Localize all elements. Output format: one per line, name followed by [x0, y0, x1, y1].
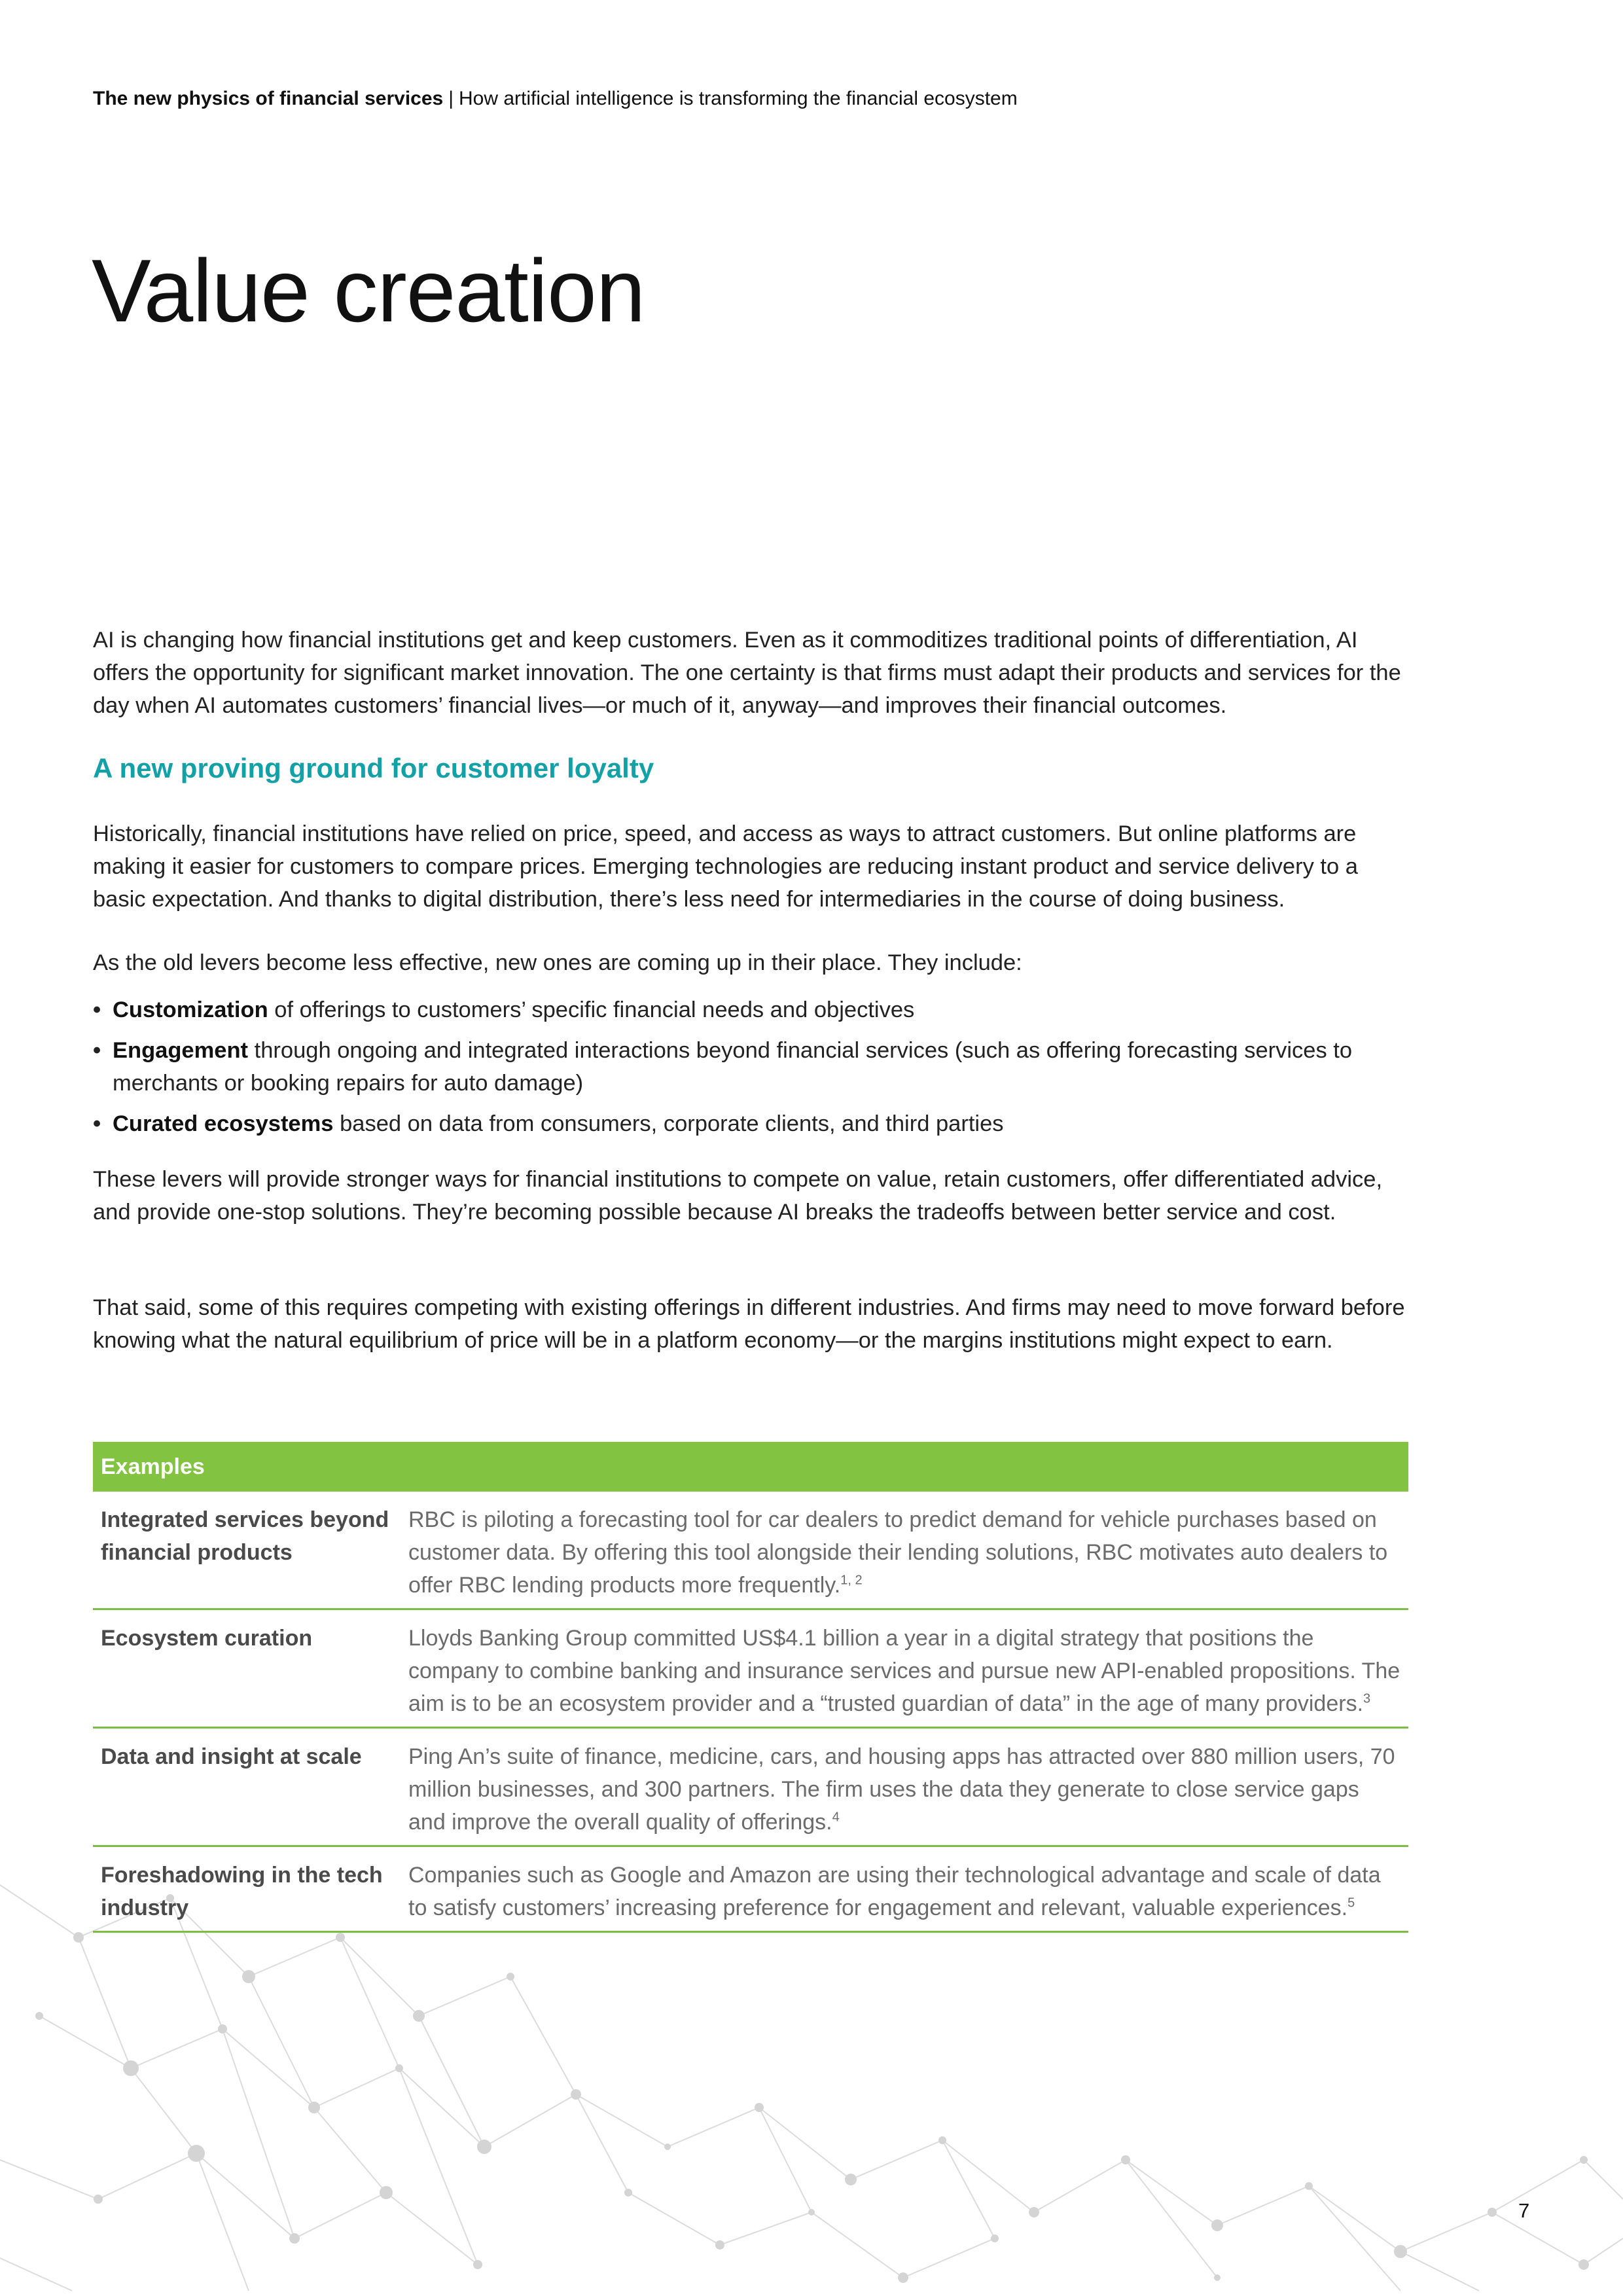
levers-paragraph: These levers will provide stronger ways for financial institutions to compete on value, retain customers, offer differentiated advice, and provide one-stop solutions. They’re becoming possible because AI breaks the tradeoffs between better service and cost.: [93, 1167, 1383, 1225]
footnote-ref: 3: [1363, 1691, 1371, 1706]
row-label: Data and insight at scale: [101, 1744, 362, 1769]
list-item: [93, 994, 1415, 1026]
list-item: [93, 1107, 1415, 1140]
history-paragraph: Historically, financial institutions have relied on price, speed, and access as ways to attract customers. But online platforms are making it easier for customers to compare prices. Emerging technologies are reducing instant product and service delivery to a basic expectation. And thanks to digital distribution, there’s less need for intermediaries in the course of doing business.: [93, 821, 1358, 912]
row-label: Foreshadowing in the tech industry: [101, 1863, 383, 1920]
page-title: Value creation: [92, 241, 645, 340]
header-separator: |: [448, 88, 454, 109]
table-row: [93, 1492, 1408, 1610]
row-label: Integrated services beyond financial products: [101, 1507, 389, 1565]
section-heading: A new proving ground for customer loyalty: [93, 753, 654, 783]
report-title: The new physics of financial services: [93, 88, 444, 109]
levers-intro-paragraph: As the old levers become less effective, new ones are coming up in their place. They include:: [93, 950, 1022, 975]
report-subtitle: How artificial intelligence is transforming the financial ecosystem: [459, 88, 1018, 109]
table-row: [93, 1610, 1408, 1729]
bullet-icon: •: [93, 1111, 101, 1136]
list-item-term: Curated ecosystems: [113, 1111, 334, 1136]
bullet-icon: •: [93, 997, 101, 1022]
row-text-cell: [408, 1622, 1408, 1720]
footnote-ref: 1, 2: [840, 1573, 863, 1588]
list-item-text: through ongoing and integrated interactions beyond financial services (such as offering forecasting services to merchants or booking repairs for auto damage): [113, 1038, 1353, 1096]
examples-header: Examples: [93, 1442, 1408, 1492]
list-item-term: Engagement: [113, 1038, 249, 1063]
examples-table: [93, 1442, 1408, 1933]
footnote-ref: 5: [1347, 1895, 1355, 1910]
bullet-icon: •: [93, 1038, 101, 1063]
running-header: [93, 88, 1018, 110]
row-text: Lloyds Banking Group committed US$4.1 billion a year in a digital strategy that positions the company to combine banking and insurance services and pursue new API-enabled propositions. The aim is to be an ecosystem provider and a “trusted guardian of data” in the age of many providers.: [408, 1626, 1400, 1716]
levers-list: [93, 994, 1415, 1148]
row-text: RBC is piloting a forecasting tool for car dealers to predict demand for vehicle purchases based on customer data. By offering this tool alongside their lending solutions, RBC motivates auto dealers to offer RBC lending products more frequently.: [408, 1507, 1388, 1598]
row-text-cell: [408, 1503, 1408, 1602]
row-text: Ping An’s suite of finance, medicine, cars, and housing apps has attracted over 880 million users, 70 million businesses, and 300 partners. The firm uses the data they generate to close service gaps and improve the overall quality of offerings.: [408, 1744, 1395, 1835]
row-text: Companies such as Google and Amazon are using their technological advantage and scale of data to satisfy customers’ increasing preference for engagement and relevant, valuable experiences.: [408, 1863, 1381, 1920]
caveat-paragraph: That said, some of this requires competing with existing offerings in different industries. And firms may need to move forward before knowing what the natural equilibrium of price will be in a platform economy—or the margins institutions might expect to earn.: [93, 1295, 1405, 1353]
table-row: [93, 1729, 1408, 1847]
intro-paragraph: AI is changing how financial institutions get and keep customers. Even as it commoditizes traditional points of differentiation, AI offers the opportunity for significant market innovation. The one certainty is that firms must adapt their products and services for the day when AI automates customers’ financial lives—or much of it, anyway—and improves their financial outcomes.: [93, 628, 1401, 718]
table-row: [93, 1847, 1408, 1933]
row-label: Ecosystem curation: [101, 1626, 313, 1651]
list-item-text: of offerings to customers’ specific financial needs and objectives: [268, 997, 915, 1022]
list-item-text: based on data from consumers, corporate clients, and third parties: [333, 1111, 1004, 1136]
footnote-ref: 4: [832, 1810, 840, 1825]
list-item: [93, 1034, 1415, 1100]
row-text-cell: [408, 1740, 1408, 1839]
row-text-cell: [408, 1859, 1408, 1924]
list-item-term: Customization: [113, 997, 268, 1022]
page-number: 7: [1518, 2199, 1530, 2222]
